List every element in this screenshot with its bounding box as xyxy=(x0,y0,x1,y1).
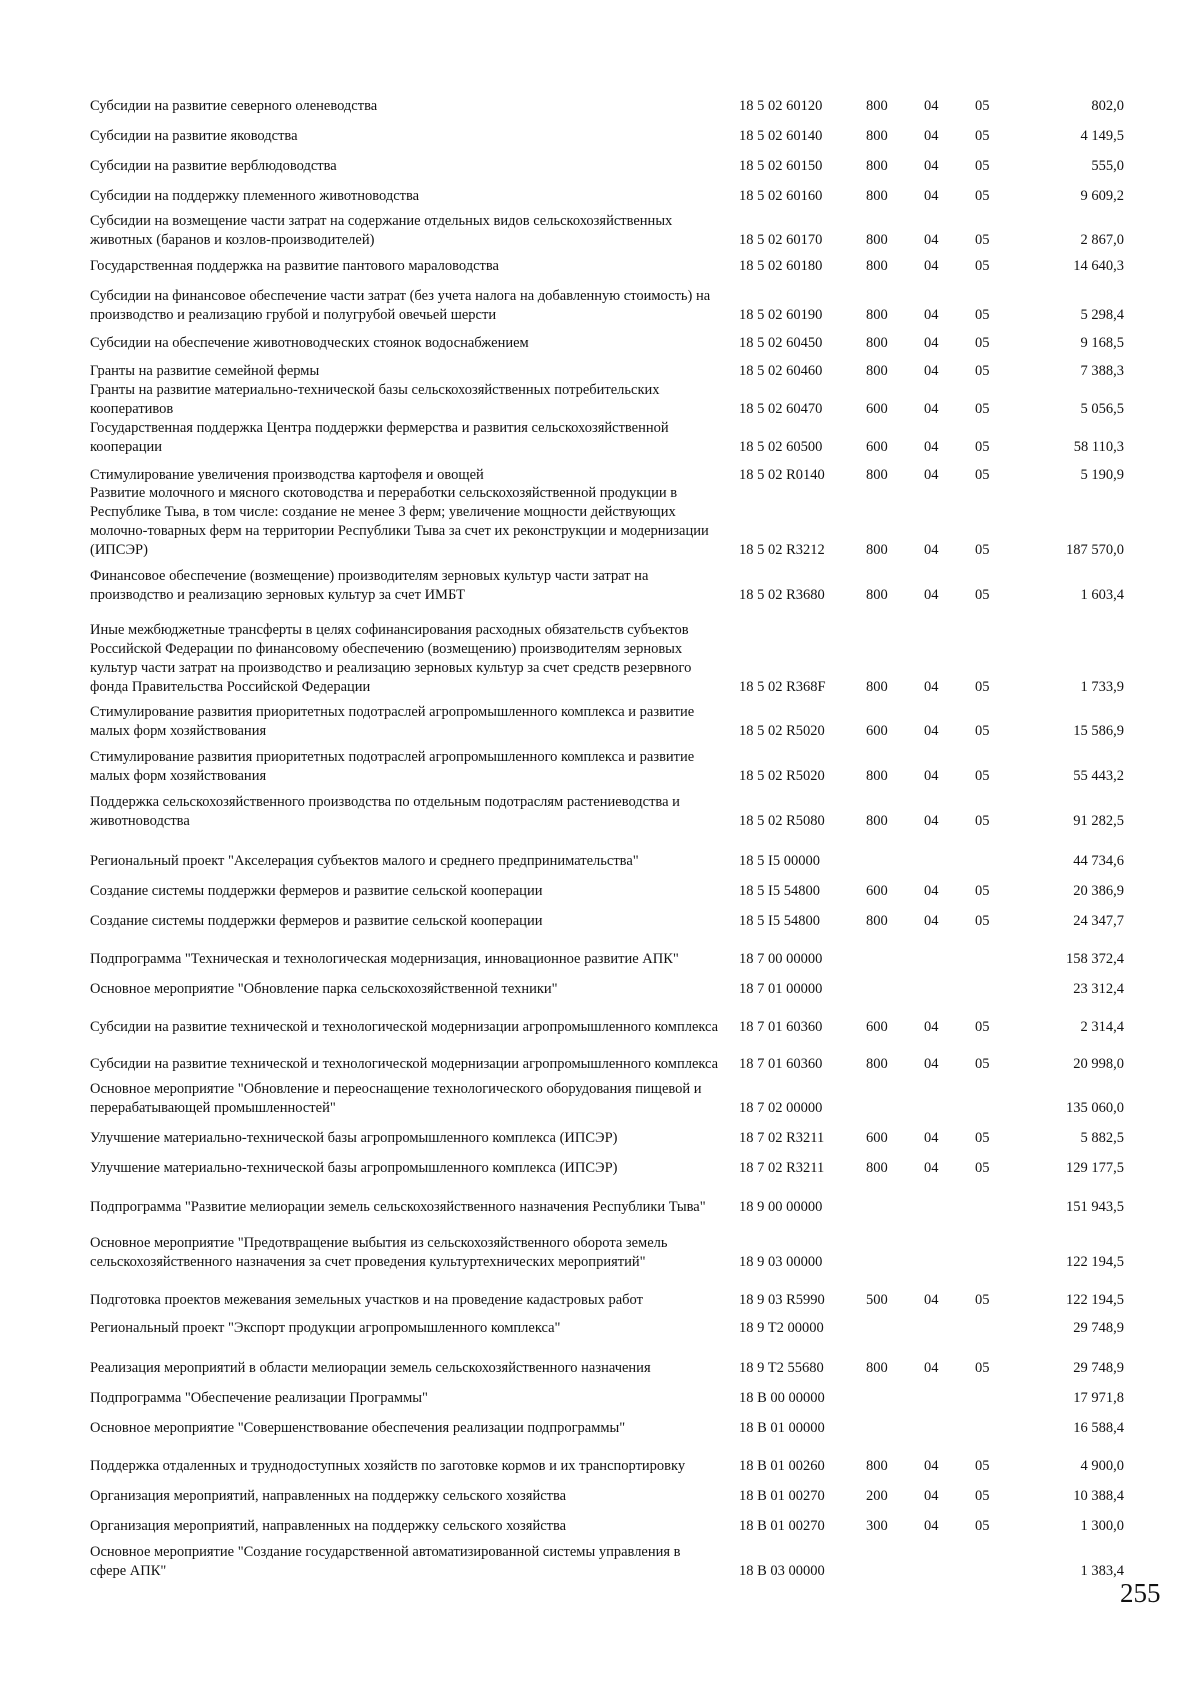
target-code: 18 B 03 00000 xyxy=(739,1563,825,1579)
amount: 2 314,4 xyxy=(1080,1019,1124,1035)
subsection-code: 05 xyxy=(975,1360,990,1376)
subsection-code: 05 xyxy=(975,128,990,144)
amount: 122 194,5 xyxy=(1066,1254,1124,1270)
expense-type: 800 xyxy=(866,98,888,114)
section-code: 04 xyxy=(924,363,939,379)
target-code: 18 9 03 00000 xyxy=(739,1254,823,1270)
section-code: 04 xyxy=(924,1130,939,1146)
item-name: Гранты на развитие материально-технической базы сельскохозяйственных потребительских кооперативов xyxy=(90,382,660,417)
section-code: 04 xyxy=(924,128,939,144)
subsection-code: 05 xyxy=(975,1130,990,1146)
amount: 1 733,9 xyxy=(1080,679,1124,695)
item-name: Поддержка сельскохозяйственного производства по отдельным подотраслям растениеводства и животноводства xyxy=(90,794,680,829)
item-name: Подпрограмма "Обеспечение реализации Программы" xyxy=(90,1390,428,1406)
item-name: Подпрограмма "Развитие мелиорации земель сельскохозяйственного назначения Республики Тыва" xyxy=(90,1199,706,1215)
section-code: 04 xyxy=(924,913,939,929)
section-code: 04 xyxy=(924,1160,939,1176)
expense-type: 800 xyxy=(866,363,888,379)
section-code: 04 xyxy=(924,401,939,417)
amount: 9 168,5 xyxy=(1080,335,1124,351)
amount: 1 300,0 xyxy=(1080,1518,1124,1534)
subsection-code: 05 xyxy=(975,542,990,558)
target-code: 18 5 I5 54800 xyxy=(739,913,820,929)
section-code: 04 xyxy=(924,158,939,174)
section-code: 04 xyxy=(924,467,939,483)
expense-type: 800 xyxy=(866,587,888,603)
item-name: Субсидии на развитие технической и технологической модернизации агропромышленного комплекса xyxy=(90,1056,719,1072)
expense-type: 600 xyxy=(866,401,888,417)
target-code: 18 5 02 60150 xyxy=(739,158,823,174)
target-code: 18 5 02 R3680 xyxy=(739,587,825,603)
target-code: 18 7 01 60360 xyxy=(739,1056,823,1072)
amount: 17 971,8 xyxy=(1073,1390,1124,1406)
amount: 15 586,9 xyxy=(1073,723,1124,739)
subsection-code: 05 xyxy=(975,1518,990,1534)
target-code: 18 5 02 60170 xyxy=(739,232,823,248)
item-name: Поддержка отдаленных и труднодоступных хозяйств по заготовке кормов и их транспортировку xyxy=(90,1458,686,1474)
expense-type: 800 xyxy=(866,1160,888,1176)
target-code: 18 7 02 00000 xyxy=(739,1100,823,1116)
item-name: Основное мероприятие "Совершенствование обеспечения реализации подпрограммы" xyxy=(90,1420,626,1436)
section-code: 04 xyxy=(924,1360,939,1376)
item-name: Стимулирование развития приоритетных подотраслей агропромышленного комплекса и развитие малых форм хозяйствования xyxy=(90,749,695,784)
amount: 135 060,0 xyxy=(1066,1100,1124,1116)
expense-type: 800 xyxy=(866,258,888,274)
target-code: 18 5 02 R3212 xyxy=(739,542,825,558)
expense-type: 600 xyxy=(866,723,888,739)
target-code: 18 B 01 00270 xyxy=(739,1488,825,1504)
target-code: 18 7 02 R3211 xyxy=(739,1130,825,1146)
page-number: 255 xyxy=(1120,1578,1161,1608)
section-code: 04 xyxy=(924,188,939,204)
amount: 44 734,6 xyxy=(1073,853,1124,869)
subsection-code: 05 xyxy=(975,158,990,174)
subsection-code: 05 xyxy=(975,587,990,603)
item-name: Основное мероприятие "Обновление и переоснащение технологического оборудования пищевой и перерабатывающей промышленностей" xyxy=(90,1081,702,1116)
section-code: 04 xyxy=(924,1292,939,1308)
section-code: 04 xyxy=(924,258,939,274)
amount: 151 943,5 xyxy=(1066,1199,1124,1215)
item-name: Субсидии на развитие технической и технологической модернизации агропромышленного комплекса xyxy=(90,1019,719,1035)
amount: 1 603,4 xyxy=(1080,587,1124,603)
target-code: 18 5 02 60450 xyxy=(739,335,823,351)
target-code: 18 5 02 R5080 xyxy=(739,813,825,829)
expense-type: 800 xyxy=(866,128,888,144)
subsection-code: 05 xyxy=(975,98,990,114)
amount: 158 372,4 xyxy=(1066,951,1124,967)
target-code: 18 5 02 60140 xyxy=(739,128,823,144)
target-code: 18 7 00 00000 xyxy=(739,951,823,967)
section-code: 04 xyxy=(924,723,939,739)
item-name: Улучшение материально-технической базы агропромышленного комплекса (ИПСЭР) xyxy=(90,1130,618,1146)
item-name: Основное мероприятие "Обновление парка сельскохозяйственной техники" xyxy=(90,981,558,997)
item-name: Гранты на развитие семейной фермы xyxy=(90,363,320,379)
target-code: 18 B 00 00000 xyxy=(739,1390,825,1406)
expense-type: 800 xyxy=(866,307,888,323)
target-code: 18 5 02 60160 xyxy=(739,188,823,204)
target-code: 18 5 02 60460 xyxy=(739,363,823,379)
target-code: 18 5 02 R368F xyxy=(739,679,826,695)
amount: 20 386,9 xyxy=(1073,883,1124,899)
amount: 4 149,5 xyxy=(1080,128,1124,144)
item-name: Основное мероприятие "Предотвращение выбытия из сельскохозяйственного оборота земель сельскохозяйственного назначения за счет проведения культуртехнических мероприятий" xyxy=(90,1235,668,1270)
target-code: 18 B 01 00000 xyxy=(739,1420,825,1436)
expense-type: 800 xyxy=(866,158,888,174)
item-name: Иные межбюджетные трансферты в целях софинансирования расходных обязательств субъектов Российской Федерации по финансовому обеспечению (возмещению) производителям зерновых культур части затрат на производство и реализацию зерновых культур за счет средств резервного фонда Правительства Российской Федерации xyxy=(90,622,692,695)
expense-type: 800 xyxy=(866,768,888,784)
target-code: 18 9 03 R5990 xyxy=(739,1292,825,1308)
target-code: 18 5 02 R5020 xyxy=(739,723,825,739)
amount: 4 900,0 xyxy=(1080,1458,1124,1474)
amount: 5 056,5 xyxy=(1080,401,1124,417)
amount: 58 110,3 xyxy=(1073,439,1124,455)
amount: 10 388,4 xyxy=(1073,1488,1124,1504)
item-name: Стимулирование увеличения производства картофеля и овощей xyxy=(90,467,484,483)
amount: 1 383,4 xyxy=(1080,1563,1124,1579)
expense-type: 800 xyxy=(866,813,888,829)
item-name: Финансовое обеспечение (возмещение) производителям зерновых культур части затрат на производство и реализацию зерновых культур за счет ИМБТ xyxy=(90,568,649,603)
target-code: 18 7 01 60360 xyxy=(739,1019,823,1035)
section-code: 04 xyxy=(924,587,939,603)
subsection-code: 05 xyxy=(975,679,990,695)
item-name: Создание системы поддержки фермеров и развитие сельской кооперации xyxy=(90,913,543,929)
target-code: 18 9 T2 55680 xyxy=(739,1360,824,1376)
subsection-code: 05 xyxy=(975,1160,990,1176)
expense-type: 600 xyxy=(866,1019,888,1035)
section-code: 04 xyxy=(924,1458,939,1474)
subsection-code: 05 xyxy=(975,467,990,483)
item-name: Региональный проект "Акселерация субъектов малого и среднего предпринимательства" xyxy=(90,853,639,869)
item-name: Субсидии на развитие северного оленеводства xyxy=(90,98,378,114)
item-name: Субсидии на поддержку племенного животноводства xyxy=(90,188,420,204)
section-code: 04 xyxy=(924,768,939,784)
item-name: Субсидии на развитие яководства xyxy=(90,128,298,144)
item-name: Стимулирование развития приоритетных подотраслей агропромышленного комплекса и развитие малых форм хозяйствования xyxy=(90,704,695,739)
expense-type: 800 xyxy=(866,913,888,929)
target-code: 18 9 00 00000 xyxy=(739,1199,823,1215)
subsection-code: 05 xyxy=(975,723,990,739)
amount: 5 298,4 xyxy=(1080,307,1124,323)
target-code: 18 5 02 60180 xyxy=(739,258,823,274)
amount: 29 748,9 xyxy=(1073,1320,1124,1336)
item-name: Субсидии на развитие верблюдоводства xyxy=(90,158,337,174)
amount: 7 388,3 xyxy=(1080,363,1124,379)
expense-type: 800 xyxy=(866,335,888,351)
amount: 5 882,5 xyxy=(1080,1130,1124,1146)
amount: 555,0 xyxy=(1091,158,1124,174)
item-name: Организация мероприятий, направленных на поддержку сельского хозяйства xyxy=(90,1518,567,1534)
target-code: 18 B 01 00270 xyxy=(739,1518,825,1534)
target-code: 18 B 01 00260 xyxy=(739,1458,825,1474)
amount: 129 177,5 xyxy=(1066,1160,1124,1176)
expense-type: 600 xyxy=(866,883,888,899)
expense-type: 800 xyxy=(866,232,888,248)
expense-type: 800 xyxy=(866,1056,888,1072)
item-name: Реализация мероприятий в области мелиорации земель сельскохозяйственного назначения xyxy=(90,1360,651,1376)
section-code: 04 xyxy=(924,1518,939,1534)
target-code: 18 9 T2 00000 xyxy=(739,1320,824,1336)
amount: 2 867,0 xyxy=(1080,232,1124,248)
section-code: 04 xyxy=(924,1056,939,1072)
section-code: 04 xyxy=(924,813,939,829)
target-code: 18 5 02 60120 xyxy=(739,98,823,114)
subsection-code: 05 xyxy=(975,883,990,899)
subsection-code: 05 xyxy=(975,439,990,455)
expense-type: 800 xyxy=(866,679,888,695)
amount: 91 282,5 xyxy=(1073,813,1124,829)
item-name: Региональный проект "Экспорт продукции агропромышленного комплекса" xyxy=(90,1320,561,1336)
section-code: 04 xyxy=(924,542,939,558)
item-name: Субсидии на возмещение части затрат на содержание отдельных видов сельскохозяйственных животных (баранов и козлов-производителей) xyxy=(90,213,673,248)
section-code: 04 xyxy=(924,1488,939,1504)
expense-type: 800 xyxy=(866,188,888,204)
amount: 20 998,0 xyxy=(1073,1056,1124,1072)
target-code: 18 5 02 R5020 xyxy=(739,768,825,784)
target-code: 18 5 02 60500 xyxy=(739,439,823,455)
subsection-code: 05 xyxy=(975,188,990,204)
subsection-code: 05 xyxy=(975,813,990,829)
section-code: 04 xyxy=(924,335,939,351)
amount: 55 443,2 xyxy=(1073,768,1124,784)
expense-type: 300 xyxy=(866,1518,888,1534)
subsection-code: 05 xyxy=(975,1292,990,1308)
subsection-code: 05 xyxy=(975,1458,990,1474)
amount: 23 312,4 xyxy=(1073,981,1124,997)
amount: 9 609,2 xyxy=(1080,188,1124,204)
subsection-code: 05 xyxy=(975,258,990,274)
target-code: 18 5 02 60190 xyxy=(739,307,823,323)
subsection-code: 05 xyxy=(975,335,990,351)
section-code: 04 xyxy=(924,439,939,455)
item-name: Подготовка проектов межевания земельных участков и на проведение кадастровых работ xyxy=(90,1292,643,1308)
expense-type: 800 xyxy=(866,1458,888,1474)
item-name: Развитие молочного и мясного скотоводства и переработки сельскохозяйственной продукции в Республике Тыва, в том числе: создание не менее 3 ферм; увеличение мощности действующих молочно-товарных ферм на территории Республики Тыва за счет их реконструкции и модернизации (ИПСЭР) xyxy=(90,485,709,558)
section-code: 04 xyxy=(924,1019,939,1035)
subsection-code: 05 xyxy=(975,913,990,929)
subsection-code: 05 xyxy=(975,363,990,379)
expense-type: 600 xyxy=(866,439,888,455)
target-code: 18 5 02 R0140 xyxy=(739,467,825,483)
amount: 5 190,9 xyxy=(1080,467,1124,483)
section-code: 04 xyxy=(924,232,939,248)
subsection-code: 05 xyxy=(975,232,990,248)
subsection-code: 05 xyxy=(975,401,990,417)
amount: 187 570,0 xyxy=(1066,542,1124,558)
expense-type: 200 xyxy=(866,1488,888,1504)
amount: 24 347,7 xyxy=(1073,913,1124,929)
item-name: Государственная поддержка на развитие пантового мараловодства xyxy=(90,258,499,274)
expense-type: 500 xyxy=(866,1292,888,1308)
subsection-code: 05 xyxy=(975,1056,990,1072)
subsection-code: 05 xyxy=(975,1488,990,1504)
amount: 802,0 xyxy=(1091,98,1124,114)
target-code: 18 5 I5 00000 xyxy=(739,853,820,869)
item-name: Улучшение материально-технической базы агропромышленного комплекса (ИПСЭР) xyxy=(90,1160,618,1176)
amount: 29 748,9 xyxy=(1073,1360,1124,1376)
subsection-code: 05 xyxy=(975,768,990,784)
item-name: Субсидии на финансовое обеспечение части затрат (без учета налога на добавленную стоимость) на производство и реализацию грубой и полугрубой овечьей шерсти xyxy=(90,288,711,323)
item-name: Государственная поддержка Центра поддержки фермерства и развития сельскохозяйственной кооперации xyxy=(90,420,669,455)
amount: 14 640,3 xyxy=(1073,258,1124,274)
expense-type: 800 xyxy=(866,467,888,483)
item-name: Субсидии на обеспечение животноводческих стоянок водоснабжением xyxy=(90,335,529,351)
item-name: Основное мероприятие "Создание государственной автоматизированной системы управления в сфере АПК" xyxy=(90,1544,681,1579)
amount: 16 588,4 xyxy=(1073,1420,1124,1436)
section-code: 04 xyxy=(924,679,939,695)
target-code: 18 5 I5 54800 xyxy=(739,883,820,899)
section-code: 04 xyxy=(924,98,939,114)
target-code: 18 7 02 R3211 xyxy=(739,1160,825,1176)
subsection-code: 05 xyxy=(975,1019,990,1035)
target-code: 18 7 01 00000 xyxy=(739,981,823,997)
section-code: 04 xyxy=(924,883,939,899)
section-code: 04 xyxy=(924,307,939,323)
target-code: 18 5 02 60470 xyxy=(739,401,823,417)
subsection-code: 05 xyxy=(975,307,990,323)
expense-type: 800 xyxy=(866,542,888,558)
expense-type: 600 xyxy=(866,1130,888,1146)
item-name: Подпрограмма "Техническая и технологическая модернизация, инновационное развитие АПК" xyxy=(90,951,679,967)
item-name: Организация мероприятий, направленных на поддержку сельского хозяйства xyxy=(90,1488,567,1504)
expense-type: 800 xyxy=(866,1360,888,1376)
amount: 122 194,5 xyxy=(1066,1292,1124,1308)
item-name: Создание системы поддержки фермеров и развитие сельской кооперации xyxy=(90,883,543,899)
